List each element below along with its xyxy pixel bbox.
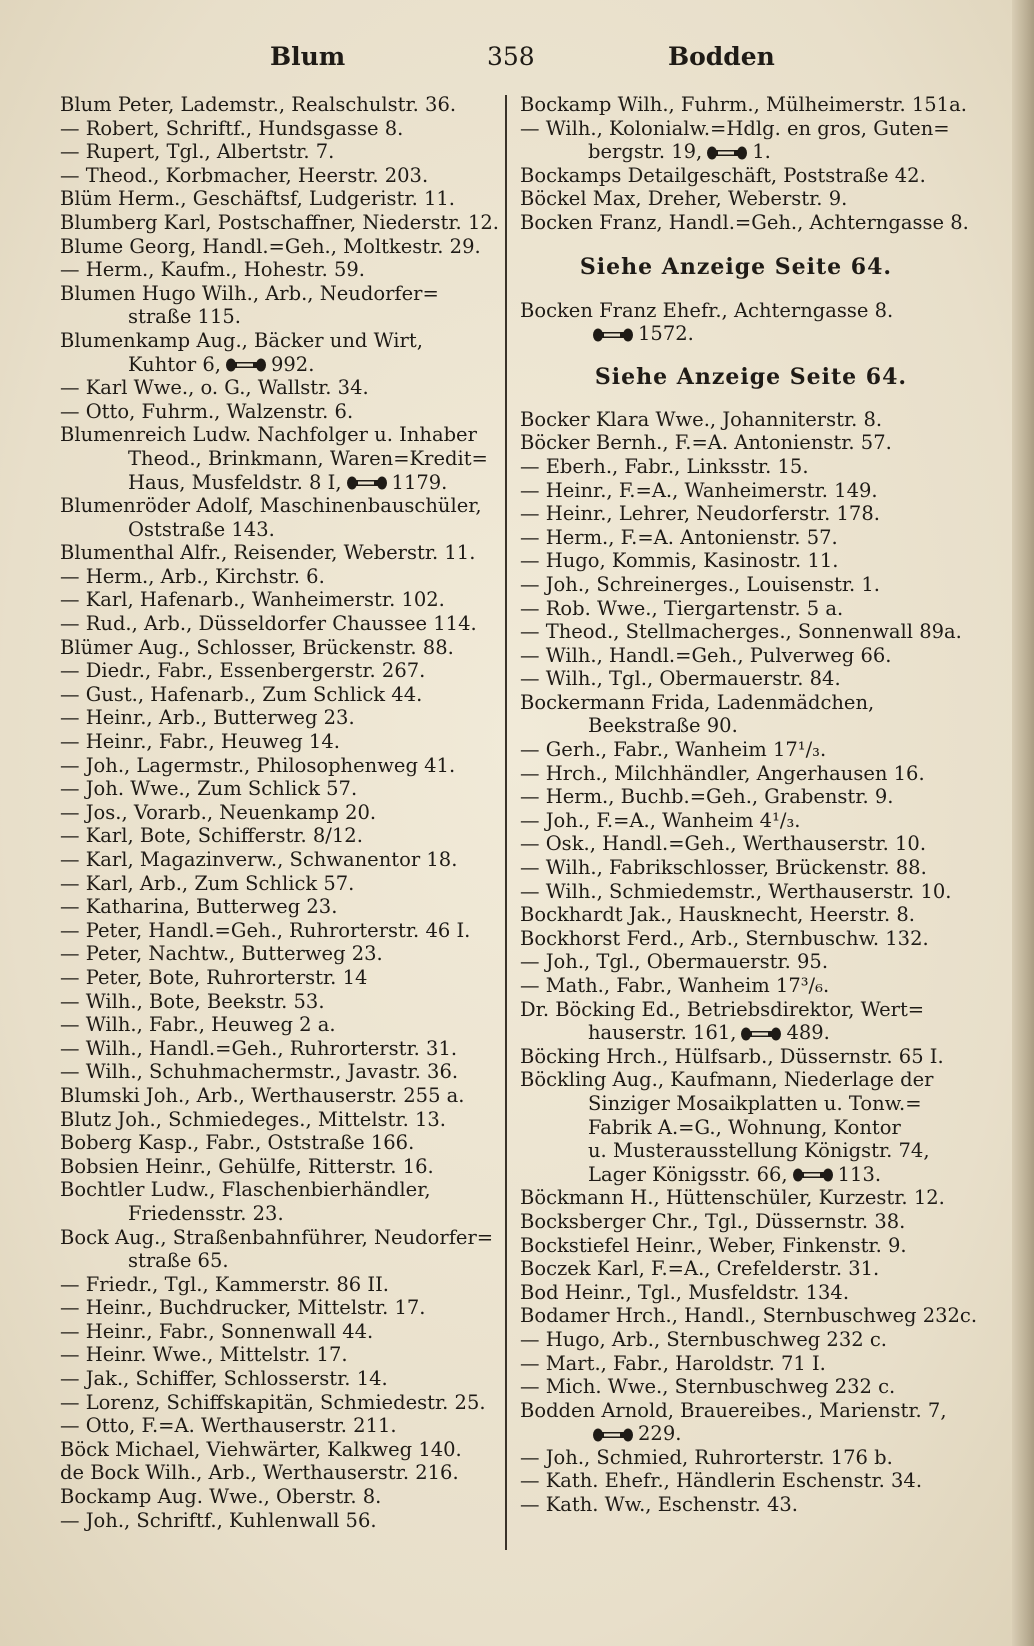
directory-entry <box>60 423 498 447</box>
directory-entry <box>520 93 967 117</box>
entry-text: — Mart., Fabr., Haroldstr. 71 I. <box>520 1351 826 1375</box>
directory-entry <box>60 1367 498 1391</box>
directory-entry <box>520 809 952 833</box>
entry-text: — Theod., Korbmacher, Heerstr. 203. <box>60 163 429 187</box>
directory-entry <box>60 282 498 306</box>
entry-text: — Wilh., Handl.=Geh., Pulverweg 66. <box>520 643 892 667</box>
entry-text: — Gust., Hafenarb., Zum Schlick 44. <box>60 682 423 706</box>
entry-text: — Robert, Schriftf., Hundsgasse 8. <box>60 116 404 140</box>
directory-entry <box>520 1068 952 1092</box>
directory-entry <box>60 1013 498 1037</box>
header-left-keyword: Blum <box>270 42 346 71</box>
entry-text: — Wilh., Kolonialw.=Hdlg. en gros, Guten= <box>520 116 950 140</box>
directory-entry <box>520 903 952 927</box>
directory-entry <box>520 998 952 1022</box>
directory-entry <box>60 659 498 683</box>
entry-text: — Joh., F.=A., Wanheim 4¹/₃. <box>520 808 801 832</box>
entry-text: — Karl, Arb., Zum Schlick 57. <box>60 871 355 895</box>
entry-text: Blumen Hugo Wilh., Arb., Neudorfer= <box>60 281 439 305</box>
directory-entry <box>60 683 498 707</box>
entry-text: Bockamps Detailgeschäft, Poststraße 42. <box>520 163 926 187</box>
directory-entry <box>60 235 498 259</box>
entry-text: Böck Michael, Viehwärter, Kalkweg 140. <box>60 1437 462 1461</box>
directory-entry <box>60 1273 498 1297</box>
directory-entry <box>60 1320 498 1344</box>
entry-text: — Karl, Hafenarb., Wanheimerstr. 102. <box>60 588 445 612</box>
directory-entry <box>520 832 952 856</box>
entry-text: — Rud., Arb., Düsseldorfer Chaussee 114. <box>60 612 477 636</box>
entry-text: — Joh., Schmied, Ruhrorterstr. 176 b. <box>520 1445 893 1469</box>
entry-text: Bocker Klara Wwe., Johanniterstr. 8. <box>520 407 883 431</box>
directory-entry <box>520 408 952 432</box>
directory-entry <box>60 1155 498 1179</box>
entry-text: Bocken Franz Ehefr., Achterngasse 8. <box>520 298 894 322</box>
column-divider <box>505 95 507 1550</box>
entry-text: Bochtler Ludw., Flaschenbierhändler, <box>60 1178 431 1202</box>
entry-text: — Heinr., Lehrer, Neudorferstr. 178. <box>520 502 880 526</box>
entry-text: Bodamer Hrch., Handl., Sternbuschweg 232c. <box>520 1304 978 1328</box>
directory-entry <box>520 762 952 786</box>
directory-entry <box>60 1438 498 1462</box>
telephone-receiver-icon <box>792 1168 834 1182</box>
directory-entry <box>60 1414 498 1438</box>
directory-entry <box>60 1249 498 1273</box>
telephone-receiver-icon <box>740 1027 782 1041</box>
entry-text: Blutz Joh., Schmiedeges., Mittelstr. 13. <box>60 1107 446 1131</box>
directory-entry <box>520 1399 952 1423</box>
directory-entry <box>60 1060 498 1084</box>
directory-entry <box>520 1210 952 1234</box>
directory-entry <box>60 211 498 235</box>
entry-text: — Theod., Stellmacherges., Sonnenwall 89a. <box>520 620 962 644</box>
directory-entry <box>520 1139 952 1163</box>
entry-text: — Joh., Tgl., Obermauerstr. 95. <box>520 950 829 974</box>
directory-entry <box>60 93 498 117</box>
directory-entry <box>60 1461 498 1485</box>
directory-entry <box>60 1178 498 1202</box>
entry-text: Bocksberger Chr., Tgl., Düssernstr. 38. <box>520 1209 906 1233</box>
directory-entry <box>520 210 969 235</box>
entry-text: — Joh., Schriftf., Kuhlenwall 56. <box>60 1508 377 1532</box>
directory-entry <box>520 597 952 621</box>
directory-entry <box>60 1391 498 1415</box>
entry-text: Böcking Hrch., Hülfsarb., Düssernstr. 65 I. <box>520 1044 944 1068</box>
entry-text: Bockermann Frida, Ladenmädchen, <box>520 690 875 714</box>
directory-entry <box>520 164 952 188</box>
entry-text: — Joh., Lagermstr., Philosophenweg 41. <box>60 753 456 777</box>
entry-text: — Hugo, Kommis, Kasinostr. 11. <box>520 549 839 573</box>
directory-entry <box>520 1352 952 1376</box>
entry-text: — Joh., Schreinerges., Louisenstr. 1. <box>520 572 881 596</box>
entry-text: Boczek Karl, F.=A., Crefelderstr. 31. <box>520 1257 880 1281</box>
directory-entry <box>60 518 498 542</box>
entry-text: — Kath. Ehefr., Händlerin Eschenstr. 34. <box>520 1469 923 1493</box>
entry-text: — Herm., F.=A. Antonienstr. 57. <box>520 525 838 549</box>
entry-text: — Kath. Ww., Eschenstr. 43. <box>520 1493 798 1517</box>
entry-text: — Math., Fabr., Wanheim 17³/₆. <box>520 974 830 997</box>
directory-entry <box>60 1485 498 1509</box>
entry-text: — Karl, Bote, Schifferstr. 8/12. <box>60 824 363 848</box>
entry-text: — Heinr., Fabr., Heuweg 14. <box>60 730 340 754</box>
entry-text: — Karl Wwe., o. G., Wallstr. 34. <box>60 376 369 400</box>
entry-text: Friedensstr. 23. <box>128 1201 284 1225</box>
directory-entry <box>520 526 952 550</box>
entry-text: — Katharina, Butterweg 23. <box>60 895 338 919</box>
directory-entry <box>60 164 498 188</box>
directory-entry <box>520 738 952 762</box>
directory-entry <box>60 872 498 896</box>
directory-entry <box>60 942 498 966</box>
entry-text: — Gerh., Fabr., Wanheim 17¹/₃. <box>520 738 827 762</box>
directory-entry <box>520 974 952 998</box>
directory-entry <box>60 1226 498 1250</box>
directory-entry <box>60 706 498 730</box>
entry-text: — Herm., Kaufm., Hohestr. 59. <box>60 258 365 282</box>
directory-entry <box>520 667 952 691</box>
header-right-keyword: Bodden <box>668 42 775 71</box>
directory-entry <box>60 895 498 919</box>
directory-entry <box>60 801 498 825</box>
entry-text: Bockamp Aug. Wwe., Oberstr. 8. <box>60 1485 382 1509</box>
entry-text: Kuhtor 6, <box>128 352 221 376</box>
entry-text: — Wilh., Schuhmachermstr., Javastr. 36. <box>60 1060 459 1084</box>
entry-text: — Wilh., Handl.=Geh., Ruhrorterstr. 31. <box>60 1036 458 1060</box>
entry-text: Bobsien Heinr., Gehülfe, Ritterstr. 16. <box>60 1154 434 1178</box>
directory-entry <box>60 777 498 801</box>
entry-text: — Peter, Handl.=Geh., Ruhrorterstr. 46 I. <box>60 918 471 942</box>
directory-entry <box>60 919 498 943</box>
directory-entry <box>520 1234 952 1258</box>
directory-entry <box>60 541 498 565</box>
directory-entry <box>60 636 498 660</box>
directory-entry <box>60 754 498 778</box>
entry-text: — Heinr. Wwe., Mittelstr. 17. <box>60 1343 348 1367</box>
directory-entry <box>520 1163 952 1187</box>
directory-entry <box>520 455 952 479</box>
directory-entry <box>520 1092 952 1116</box>
directory-entry <box>520 322 952 346</box>
directory-entry <box>520 502 952 526</box>
directory-entry <box>520 1304 978 1328</box>
directory-entry <box>60 353 498 377</box>
advert-notice-2: Siehe Anzeige Seite 64. <box>594 363 908 390</box>
directory-entry <box>520 117 952 141</box>
entry-text: — Rob. Wwe., Tiergartenstr. 5 a. <box>520 596 844 620</box>
entry-text: — Peter, Nachtw., Butterweg 23. <box>60 942 383 966</box>
directory-entry <box>60 329 498 353</box>
entry-text: Bodden Arnold, Brauereibes., Marienstr. 7, <box>520 1398 947 1422</box>
entry-text: Blume Georg, Handl.=Geh., Moltkestr. 29. <box>60 234 481 258</box>
entry-text: Blum Peter, Lademstr., Realschulstr. 36. <box>60 93 457 116</box>
entry-text: Oststraße 143. <box>128 517 275 541</box>
entry-text: — Karl, Magazinverw., Schwanentor 18. <box>60 848 458 871</box>
entry-text: Bod Heinr., Tgl., Musfeldstr. 134. <box>520 1280 850 1304</box>
directory-entry <box>520 620 962 644</box>
directory-entry <box>520 1328 952 1352</box>
left-column <box>60 93 498 1532</box>
entry-text: Beekstraße 90. <box>588 714 738 738</box>
directory-entry <box>60 1084 498 1108</box>
phone-number: 992. <box>270 352 315 376</box>
entry-text: Blumenröder Adolf, Maschinenbauschüler, <box>60 494 482 518</box>
entry-text: — Wilh., Bote, Beekstr. 53. <box>60 989 325 1013</box>
entry-text: Blumski Joh., Arb., Werthauserstr. 255 a. <box>60 1083 465 1107</box>
directory-entry <box>60 258 498 282</box>
telephone-receiver-icon <box>592 1428 634 1442</box>
directory-entry <box>520 479 952 503</box>
entry-text: Lager Königsstr. 66, <box>588 1162 788 1186</box>
entry-text: Bockstiefel Heinr., Weber, Finkenstr. 9. <box>520 1233 907 1257</box>
entry-text: u. Musterausstellung Königstr. 74, <box>588 1139 930 1163</box>
entry-text: Bocken Franz, Handl.=Geh., Achterngasse 8. <box>520 210 969 234</box>
entry-text: — Otto, F.=A. Werthauserstr. 211. <box>60 1414 397 1438</box>
entry-text: — Rupert, Tgl., Albertstr. 7. <box>60 140 335 164</box>
telephone-receiver-icon <box>225 358 267 372</box>
directory-entry <box>520 785 952 809</box>
phone-number: 229. <box>638 1422 682 1446</box>
entry-text: — Herm., Arb., Kirchstr. 6. <box>60 564 325 588</box>
directory-entry <box>60 612 498 636</box>
entry-text: Blüm Herm., Geschäftsf, Ludgeristr. 11. <box>60 187 455 211</box>
entry-text: Bockhardt Jak., Hausknecht, Heerstr. 8. <box>520 903 915 927</box>
directory-entry <box>520 1257 952 1281</box>
directory-entry <box>60 1202 498 1226</box>
entry-text: Blümer Aug., Schlosser, Brückenstr. 88. <box>60 635 454 659</box>
entry-text: Böckling Aug., Kaufmann, Niederlage der <box>520 1068 934 1092</box>
directory-entry <box>520 927 952 951</box>
entry-text: Blumenreich Ludw. Nachfolger u. Inhaber <box>60 423 477 447</box>
entry-text: — Herm., Buchb.=Geh., Grabenstr. 9. <box>520 785 894 809</box>
running-header <box>60 42 950 82</box>
advert-notice-1: Siehe Anzeige Seite 64. <box>579 253 893 280</box>
directory-entry <box>60 305 498 329</box>
entry-text: Bockamp Wilh., Fuhrm., Mülheimerstr. 151a. <box>520 93 967 116</box>
entry-text: Dr. Böcking Ed., Betriebsdirektor, Wert= <box>520 997 925 1021</box>
entry-text: hauserstr. 161, <box>588 1021 737 1045</box>
directory-entry <box>520 1281 952 1305</box>
directory-entry <box>520 1045 952 1069</box>
entry-text: — Heinr., Buchdrucker, Mittelstr. 17. <box>60 1296 426 1320</box>
phone-number: 489. <box>786 1021 830 1045</box>
entry-text: Bock Aug., Straßenbahnführer, Neudorfer= <box>60 1225 494 1249</box>
entry-text: — Diedr., Fabr., Essenbergerstr. 267. <box>60 659 426 683</box>
directory-entry <box>60 588 498 612</box>
entry-text: — Joh. Wwe., Zum Schlick 57. <box>60 777 358 801</box>
directory-entry <box>60 471 498 495</box>
directory-entry <box>520 1469 952 1493</box>
directory-entry <box>60 848 498 872</box>
phone-number: 113. <box>837 1162 882 1186</box>
directory-entry <box>520 856 952 880</box>
directory-entry <box>520 1186 952 1210</box>
directory-entry <box>520 549 952 573</box>
entry-text: Böckel Max, Dreher, Weberstr. 9. <box>520 187 848 211</box>
entry-text: Theod., Brinkmann, Waren=Kredit= <box>128 446 488 470</box>
telephone-receiver-icon <box>346 476 388 490</box>
entry-text: — Eberh., Fabr., Linksstr. 15. <box>520 454 809 478</box>
directory-entry <box>60 730 498 754</box>
entry-text: Haus, Musfeldstr. 8 I, <box>128 470 342 494</box>
directory-entry <box>60 140 498 164</box>
entry-text: — Heinr., Fabr., Sonnenwall 44. <box>60 1319 374 1343</box>
directory-entry <box>520 714 952 738</box>
directory-entry <box>520 880 952 904</box>
entry-text: straße 115. <box>128 305 241 329</box>
entry-text: Fabrik A.=G., Wohnung, Kontor <box>588 1115 901 1139</box>
page-edge <box>1012 0 1034 1646</box>
directory-entry <box>520 1021 952 1045</box>
phone-number: 1179. <box>391 470 448 494</box>
directory-entry <box>520 431 952 455</box>
directory-entry <box>60 966 498 990</box>
entry-text: — Heinr., Arb., Butterweg 23. <box>60 706 355 730</box>
entry-text: — Wilh., Tgl., Obermauerstr. 84. <box>520 667 841 691</box>
directory-entry <box>520 140 952 164</box>
entry-text: Blumenkamp Aug., Bäcker und Wirt, <box>60 328 423 352</box>
directory-entry <box>520 1446 952 1470</box>
directory-entry <box>520 573 952 597</box>
entry-text: — Peter, Bote, Ruhrorterstr. 14 <box>60 965 368 989</box>
directory-entry <box>60 447 498 471</box>
right-column-block-c <box>520 407 978 1517</box>
directory-entry <box>60 1108 498 1132</box>
entry-text: — Jos., Vorarb., Neuenkamp 20. <box>60 800 377 824</box>
directory-entry <box>60 376 498 400</box>
entry-text: — Hrch., Milchhändler, Angerhausen 16. <box>520 761 925 785</box>
entry-text: Böckmann H., Hüttenschüler, Kurzestr. 12. <box>520 1186 945 1210</box>
entry-text: — Friedr., Tgl., Kammerstr. 86 II. <box>60 1272 389 1296</box>
telephone-receiver-icon <box>706 146 748 160</box>
page-number: 358 <box>487 42 535 71</box>
directory-entry <box>60 1343 498 1367</box>
right-column-block-b <box>520 299 952 346</box>
phone-number: 1572. <box>638 322 694 346</box>
entry-text: — Osk., Handl.=Geh., Werthauserstr. 10. <box>520 832 927 856</box>
entry-text: — Heinr., F.=A., Wanheimerstr. 149. <box>520 478 878 502</box>
directory-entry <box>60 1037 498 1061</box>
entry-text: — Jak., Schiffer, Schlosserstr. 14. <box>60 1367 388 1391</box>
entry-text: straße 65. <box>128 1249 229 1273</box>
right-column <box>520 93 978 1517</box>
directory-entry <box>520 1422 952 1446</box>
entry-text: — Otto, Fuhrm., Walzenstr. 6. <box>60 399 354 423</box>
directory-entry <box>520 950 952 974</box>
directory-entry <box>60 565 498 589</box>
entry-text: Blumberg Karl, Postschaffner, Niederstr. 12. <box>60 210 499 234</box>
entry-text: — Wilh., Schmiedemstr., Werthauserstr. 10. <box>520 879 952 903</box>
directory-entry <box>60 990 498 1014</box>
directory-entry <box>520 187 952 211</box>
directory-entry <box>60 117 498 141</box>
directory-entry <box>60 1131 498 1155</box>
directory-entry <box>520 1493 952 1517</box>
entry-text: — Wilh., Fabr., Heuweg 2 a. <box>60 1013 336 1037</box>
entry-text: Böcker Bernh., F.=A. Antonienstr. 57. <box>520 431 892 455</box>
directory-entry <box>520 691 952 715</box>
directory-entry <box>60 824 498 848</box>
directory-entry <box>60 187 498 211</box>
directory-entry <box>60 1296 498 1320</box>
entry-text: Boberg Kasp., Fabr., Oststraße 166. <box>60 1131 415 1155</box>
directory-entry <box>520 299 952 323</box>
right-column-block-a <box>520 93 969 235</box>
entry-text: de Bock Wilh., Arb., Werthauserstr. 216. <box>60 1461 459 1485</box>
entry-text: Sinziger Mosaikplatten u. Tonw.= <box>588 1091 922 1115</box>
entry-text: — Mich. Wwe., Sternbuschweg 232 c. <box>520 1375 896 1399</box>
entry-text: — Wilh., Fabrikschlosser, Brückenstr. 88. <box>520 856 927 880</box>
directory-entry <box>520 644 952 668</box>
telephone-receiver-icon <box>592 328 634 342</box>
phone-number: 1. <box>752 140 771 164</box>
entry-text: bergstr. 19, <box>588 140 703 164</box>
entry-text: Blumenthal Alfr., Reisender, Weberstr. 11. <box>60 541 476 565</box>
entry-text: — Lorenz, Schiffskapitän, Schmiedestr. 25. <box>60 1390 486 1414</box>
directory-entry <box>520 1116 952 1140</box>
directory-entry <box>60 1509 498 1533</box>
directory-entry <box>520 1375 952 1399</box>
entry-text: — Hugo, Arb., Sternbuschweg 232 c. <box>520 1327 887 1351</box>
entry-text: Bockhorst Ferd., Arb., Sternbuschw. 132. <box>520 926 929 950</box>
directory-entry <box>60 494 498 518</box>
directory-entry <box>60 400 498 424</box>
